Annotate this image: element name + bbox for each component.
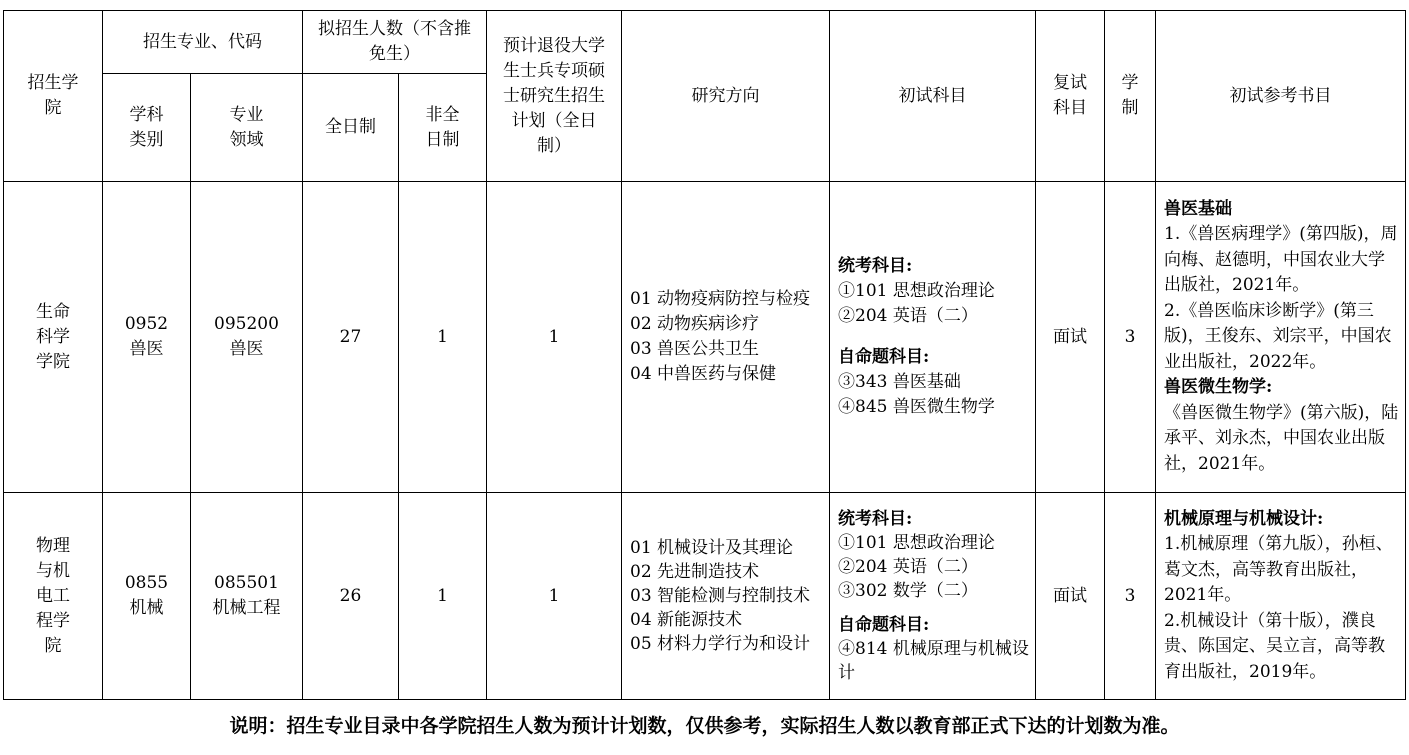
discipline-code: 0855 xyxy=(124,573,169,593)
header-prelim-subjects: 初试科目 xyxy=(830,11,1036,182)
subject-item: ②204 英语（二） xyxy=(838,557,978,577)
header-row-1 xyxy=(4,11,1406,74)
research-directions xyxy=(622,182,830,493)
college-cell xyxy=(4,493,103,700)
field-name: 兽医 xyxy=(229,339,264,359)
subject-item: ④814 机械原理与机械设计 xyxy=(838,639,1029,683)
subject-item: ①101 思想政治理论 xyxy=(838,533,995,553)
self-label: 自命题科目: xyxy=(838,347,930,367)
part-time-count: 1 xyxy=(399,182,487,493)
field-cell xyxy=(191,182,303,493)
discipline-name: 兽医 xyxy=(129,339,164,359)
table-row xyxy=(4,493,1406,700)
subject-item: ③343 兽医基础 xyxy=(838,372,961,392)
veteran-count: 1 xyxy=(487,493,622,700)
header-books: 初试参考书目 xyxy=(1156,11,1406,182)
reference-books xyxy=(1156,493,1406,700)
college-name: 生命科学学院 xyxy=(36,301,70,372)
college-cell xyxy=(4,182,103,493)
field-code: 095200 xyxy=(214,314,279,334)
table-row xyxy=(4,182,1406,493)
direction-item: 01 机械设计及其理论 xyxy=(630,538,794,558)
subject-item: ④845 兽医微生物学 xyxy=(838,397,995,417)
field-code: 085501 xyxy=(214,573,279,593)
header-veteran-plan: 预计退役大学生士兵专项硕士研究生招生计划（全日制） xyxy=(487,11,622,182)
book-item: 1.机械原理（第九版），孙桓、葛文杰，高等教育出版社，2021年。 xyxy=(1164,534,1393,606)
field-cell xyxy=(191,493,303,700)
direction-item: 01 动物疫病防控与检疫 xyxy=(630,289,811,309)
full-time-count: 26 xyxy=(303,493,399,700)
duration-cell: 3 xyxy=(1105,493,1156,700)
book-item: 《兽医微生物学》(第六版)，陆承平、刘永杰，中国农业出版社，2021年。 xyxy=(1164,402,1399,474)
subject-item: ②204 英语（二） xyxy=(838,306,978,326)
header-field: 专业领域 xyxy=(191,74,303,182)
discipline-name: 机械 xyxy=(129,598,164,618)
part-time-count: 1 xyxy=(399,493,487,700)
college-name: 物理与机电工程学院 xyxy=(36,535,70,656)
self-label: 自命题科目: xyxy=(838,615,930,635)
book-group-title: 机械原理与机械设计: xyxy=(1164,508,1324,529)
footnote: 说明：招生专业目录中各学院招生人数为预计计划数，仅供参考，实际招生人数以教育部正式下达的计划数为准。 xyxy=(229,715,1180,737)
reference-books xyxy=(1156,182,1406,493)
direction-item: 04 新能源技术 xyxy=(630,610,743,630)
header-part-time: 非全日制 xyxy=(399,74,487,182)
subject-item: ①101 思想政治理论 xyxy=(838,281,995,301)
retest-cell: 面试 xyxy=(1036,493,1105,700)
header-full-time: 全日制 xyxy=(303,74,399,182)
header-research: 研究方向 xyxy=(622,11,830,182)
discipline-cell xyxy=(103,182,191,493)
research-directions xyxy=(622,493,830,700)
book-item: 1.《兽医病理学》(第四版)，周向梅、赵德明，中国农业大学出版社，2021年。 xyxy=(1164,224,1398,296)
header-planned-count: 拟招生人数（不含推免生） xyxy=(303,11,487,74)
header-duration: 学制 xyxy=(1105,11,1156,182)
prelim-subjects xyxy=(830,182,1036,493)
header-discipline: 学科类别 xyxy=(103,74,191,182)
full-time-count: 27 xyxy=(303,182,399,493)
header-retest: 复试科目 xyxy=(1036,11,1105,182)
direction-item: 05 材料力学行为和设计 xyxy=(630,634,811,654)
header-college: 招生学院 xyxy=(4,11,103,182)
direction-item: 03 兽医公共卫生 xyxy=(630,339,760,359)
admission-table xyxy=(3,10,1406,700)
retest-cell: 面试 xyxy=(1036,182,1105,493)
header-major-code: 招生专业、代码 xyxy=(103,11,303,74)
direction-item: 02 动物疾病诊疗 xyxy=(630,314,760,334)
discipline-code: 0952 xyxy=(124,314,169,334)
unified-label: 统考科目: xyxy=(838,509,913,529)
book-group-title: 兽医基础 xyxy=(1164,198,1232,219)
direction-item: 03 智能检测与控制技术 xyxy=(630,586,811,606)
unified-label: 统考科目: xyxy=(838,256,913,276)
discipline-cell xyxy=(103,493,191,700)
book-item: 2.机械设计（第十版），濮良贵、陈国定、吴立言，高等教育出版社，2019年。 xyxy=(1164,610,1385,682)
prelim-subjects xyxy=(830,493,1036,700)
field-name: 机械工程 xyxy=(212,598,281,618)
duration-cell: 3 xyxy=(1105,182,1156,493)
subject-item: ③302 数学（二） xyxy=(838,581,978,601)
veteran-count: 1 xyxy=(487,182,622,493)
book-group-title: 兽医微生物学: xyxy=(1164,377,1273,398)
direction-item: 04 中兽医药与保健 xyxy=(630,364,777,384)
book-item: 2.《兽医临床诊断学》(第三版)，王俊东、刘宗平，中国农业出版社，2022年。 xyxy=(1164,300,1392,372)
direction-item: 02 先进制造技术 xyxy=(630,562,760,582)
